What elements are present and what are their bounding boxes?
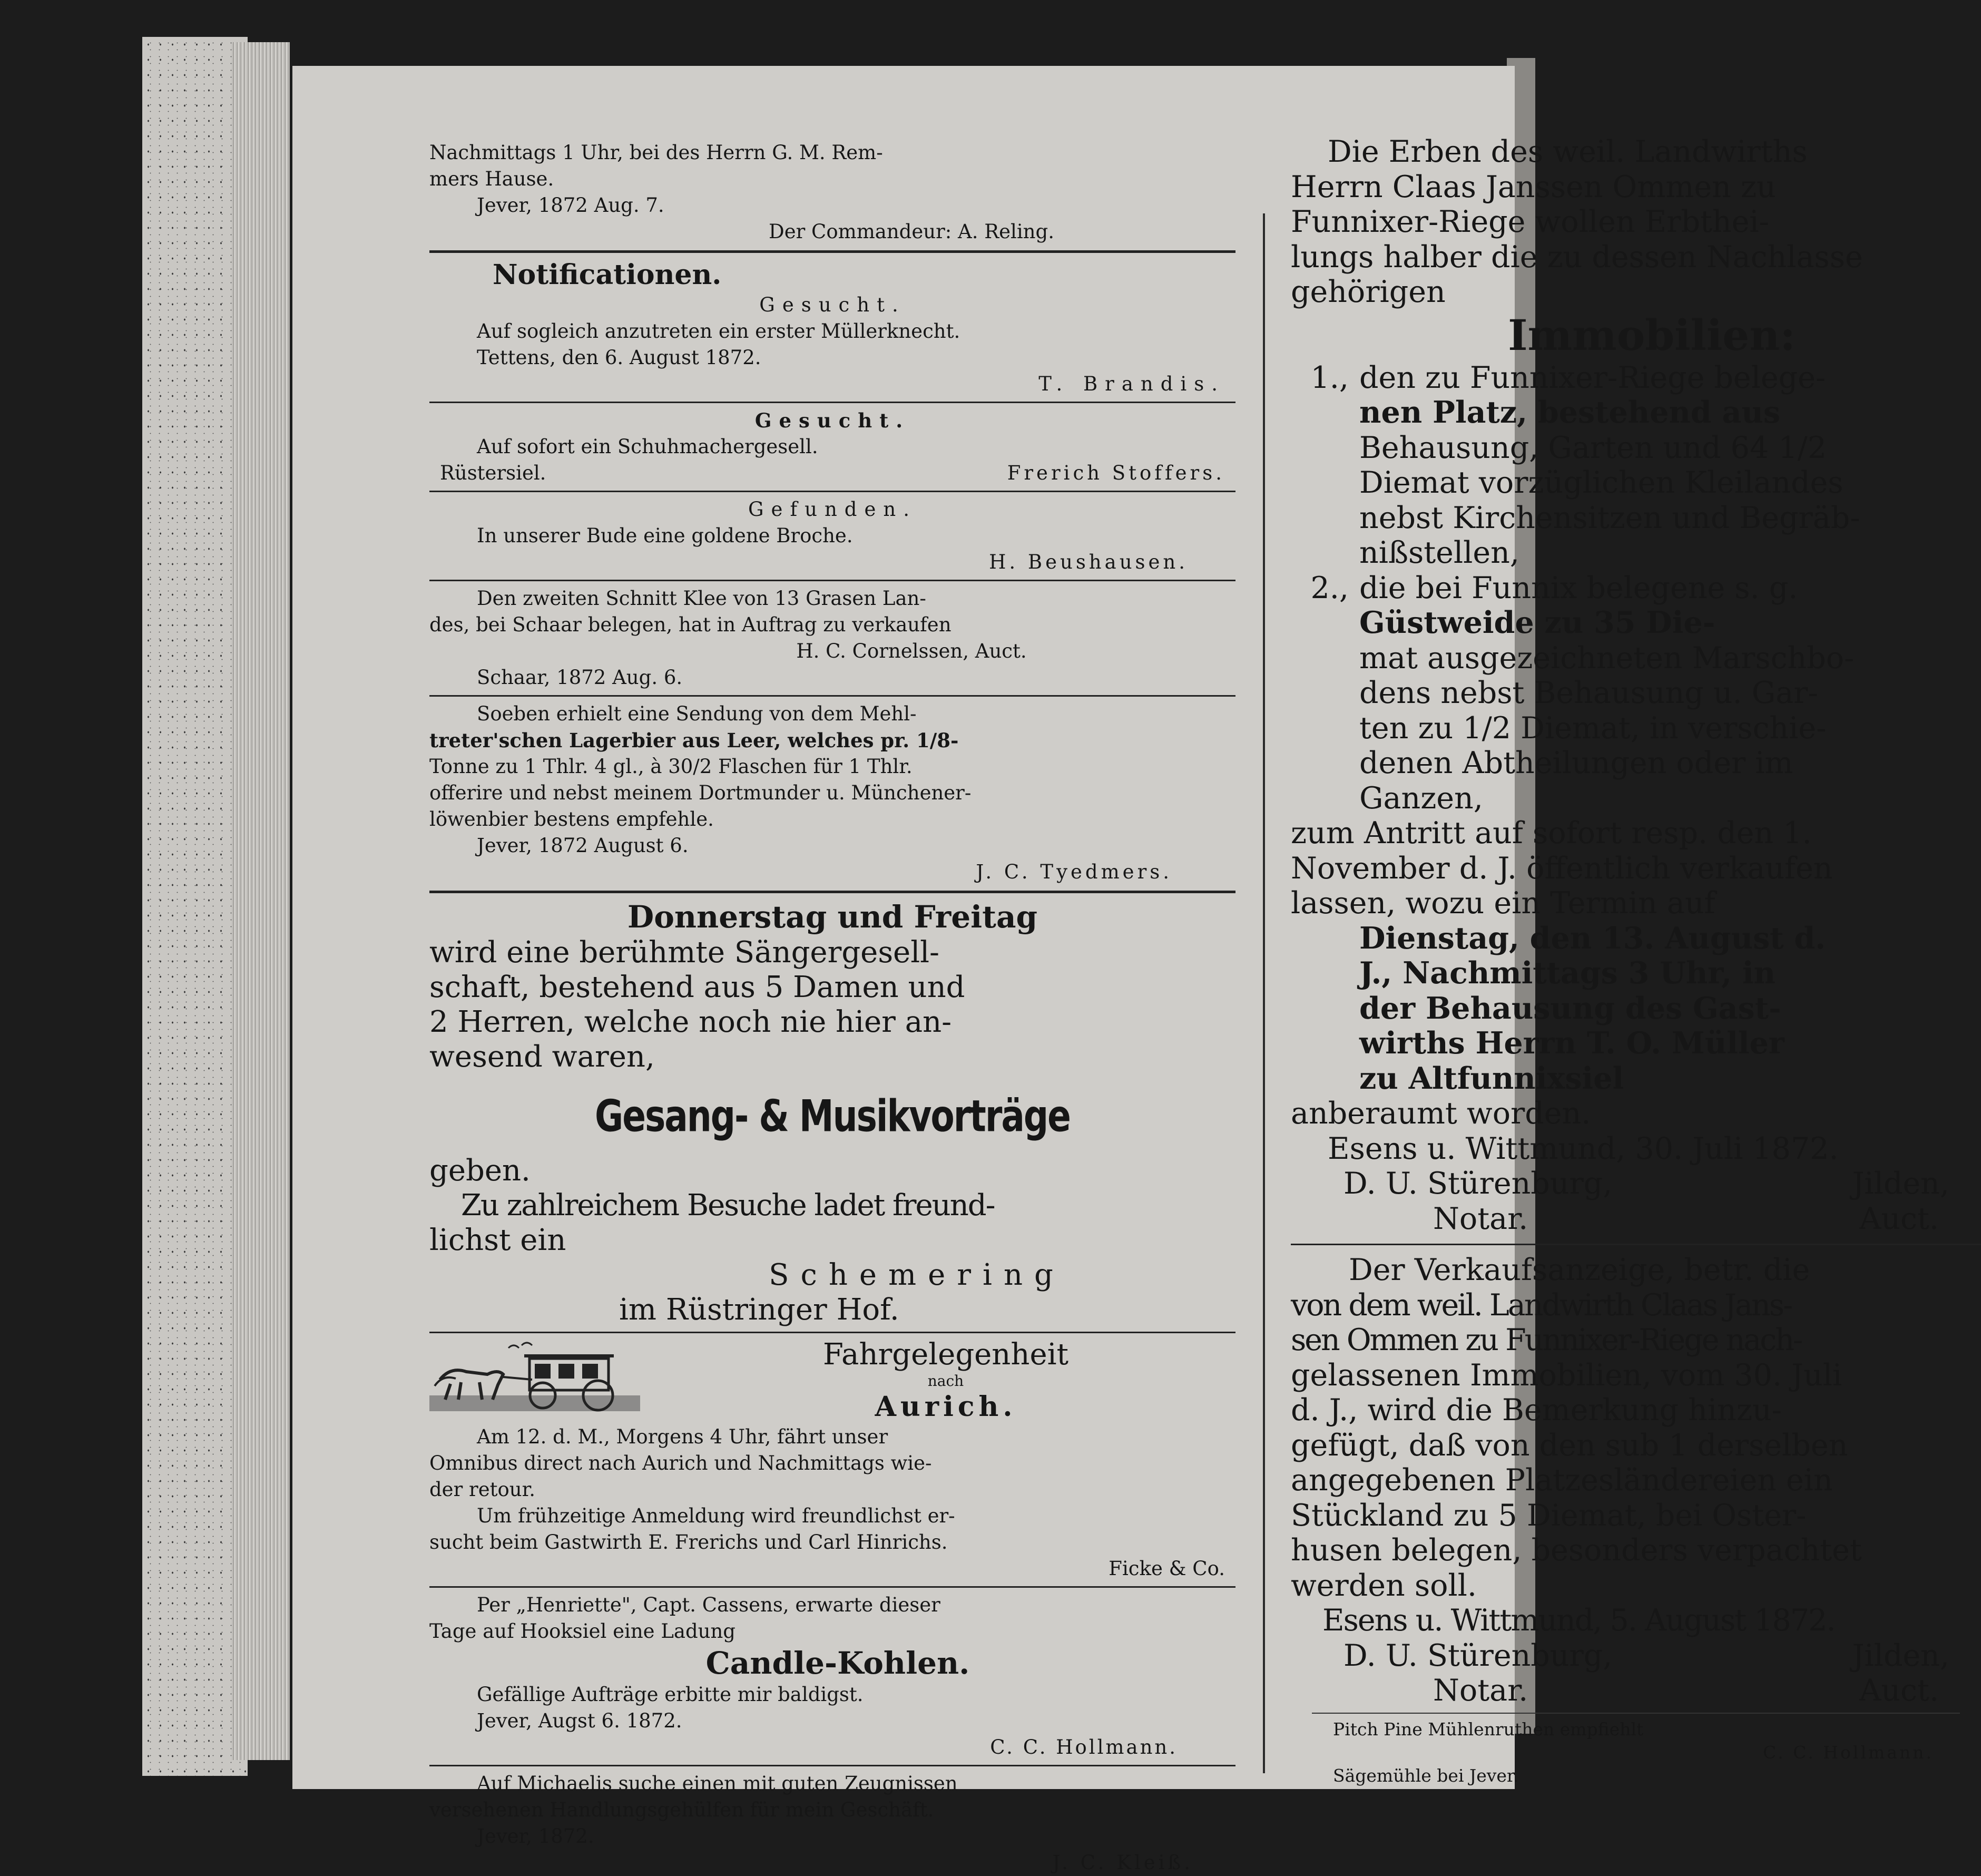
left-column	[429, 140, 1235, 1876]
ad-muellerknecht	[429, 292, 1235, 397]
text-line: Auf sofort ein Schuhmachergesell.	[477, 435, 818, 458]
text-line: schaft, bestehend aus 5 Damen und	[429, 970, 965, 1004]
text-line: wird eine berühmte Sängergesell-	[429, 935, 939, 970]
text-line: Der Verkaufsanzeige, betr. die	[1349, 1253, 1810, 1287]
text-line: ten zu 1/2 Diemat, in verschie-	[1359, 710, 1827, 746]
text-line: sen Ommen zu Funnixer-Riege nach-	[1291, 1323, 1802, 1357]
text-line: geben.	[429, 1154, 531, 1188]
text-line: zum Antritt auf sofort resp. den 1.	[1291, 816, 1812, 851]
ad-headline: Immobilien:	[1508, 310, 1796, 360]
signature: Der Commandeur: A. Reling.	[769, 220, 1054, 243]
text-line: Ganzen,	[1359, 780, 1483, 816]
divider	[1312, 1713, 1960, 1714]
text-line: Güstweide zu 35 Die-	[1359, 605, 1715, 640]
text-line: Tage auf Hooksiel eine Ladung	[429, 1620, 735, 1643]
text-line: husen belegen, besonders verpachtet	[1291, 1533, 1862, 1568]
text-line: Gefällige Aufträge erbitte mir baldigst.	[477, 1683, 864, 1706]
ad-heading: Gefunden.	[748, 498, 917, 521]
signature: D. U. Stürenburg,	[1343, 1638, 1613, 1673]
text-line: mers Hause.	[429, 168, 554, 190]
text-line: Behausung, Garten und 64 1/2	[1359, 430, 1827, 465]
ad-klee	[429, 585, 1235, 691]
stagecoach-illustration	[429, 1337, 640, 1416]
ad-candle-kohlen	[429, 1592, 1235, 1761]
signature: Schemering	[769, 1258, 1065, 1292]
text-line: Jever, 1872 August 6.	[477, 834, 689, 857]
text-line: Tettens, den 6. August 1872.	[477, 346, 761, 369]
text-line: In unserer Bude eine goldene Broche.	[477, 524, 853, 547]
ad-schuhmacher	[429, 407, 1235, 486]
text-line: mat ausgezeichneten Marschbo-	[1359, 640, 1855, 676]
text-line: Esens u. Wittmund, 5. August 1872.	[1322, 1603, 1835, 1638]
text-line: gelassenen Immobilien, vom 30. Juli	[1291, 1357, 1842, 1393]
text-line: J., Nachmittags 3 Uhr, in	[1359, 955, 1776, 991]
text-line: Omnibus direct nach Aurich und Nachmittags wie-	[429, 1452, 932, 1474]
text-line: wirths Herrn T. O. Müller	[1359, 1025, 1784, 1061]
ad-handlungsgehuelfe	[429, 1771, 1235, 1876]
signature: H. Beushausen.	[989, 551, 1188, 573]
text-line: angegebenen Platzesländereien ein	[1291, 1463, 1833, 1498]
text-line: Jever, 1872.	[477, 1825, 594, 1848]
ad-saengergesellschaft	[429, 898, 1235, 1327]
text-line: Stückland zu 5 Diemat, bei Oster-	[1291, 1498, 1807, 1533]
text-line: Zu zahlreichem Besuche ladet freund-	[461, 1188, 995, 1223]
text-line: Schaar, 1872 Aug. 6.	[477, 666, 683, 689]
signature-title: Auct.	[1859, 1673, 1939, 1708]
signature: Frerich Stoffers.	[1007, 462, 1225, 484]
text-line: löwenbier bestens empfehle.	[429, 808, 714, 830]
text-line: Funnixer-Riege wollen Erbthei-	[1291, 204, 1769, 239]
divider	[429, 580, 1235, 581]
text-line: wesend waren,	[429, 1040, 655, 1074]
signature: C. C. Hollmann.	[990, 1736, 1178, 1758]
ad-headline: Candle-Kohlen.	[705, 1645, 970, 1681]
text-line: den zu Funnixer-Riege belege-	[1359, 360, 1826, 395]
text-line: Dienstag, den 13. August d.	[1359, 920, 1826, 956]
signature: Jilden,	[1852, 1638, 1949, 1673]
text-line: die bei Funnix belegene s. g.	[1359, 570, 1798, 605]
text-line: Nachmittags 1 Uhr, bei des Herrn G. M. Rem-	[429, 141, 883, 164]
text-line: lassen, wozu ein Termin auf	[1291, 886, 1715, 921]
text-line: d. J., wird die Bemerkung hinzu-	[1291, 1393, 1782, 1428]
text-line: lungs halber die zu dessen Nachlasse	[1291, 239, 1863, 275]
text-line: 2 Herren, welche noch nie hier an-	[429, 1005, 952, 1039]
ad-gefunden	[429, 496, 1235, 575]
signature: im Rüstringer Hof.	[619, 1293, 899, 1327]
text-line: November d. J. öffentlich verkaufen	[1291, 851, 1833, 886]
text-line: von dem weil. Landwirth Claas Jans-	[1291, 1287, 1792, 1323]
text-line: Den zweiten Schnitt Klee von 13 Grasen Lan-	[477, 587, 926, 610]
column-divider	[1263, 213, 1265, 1773]
right-column	[1291, 134, 1981, 1787]
text-line: zu Altfunnixsiel	[1359, 1060, 1624, 1096]
text-line: Soeben erhielt eine Sendung von dem Mehl-	[477, 702, 917, 725]
text-line: Tonne zu 1 Thlr. 4 gl., à 30/2 Flaschen für 1 Thlr.	[429, 755, 913, 778]
text-line: nen Platz, bestehend aus	[1359, 395, 1780, 430]
text-line: der Behausung des Gast-	[1359, 990, 1781, 1026]
item-number: 1.,	[1310, 360, 1349, 395]
ad-heading: Gesucht.	[759, 294, 906, 316]
text-line: Jever, 1872 Aug. 7.	[477, 194, 664, 217]
text-line: Herrn Claas Janssen Ommen zu	[1291, 169, 1776, 204]
text-line: nach	[927, 1372, 964, 1390]
text-line: Am 12. d. M., Morgens 4 Uhr, fährt unser	[477, 1425, 888, 1448]
signature-title: Auct.	[1859, 1201, 1939, 1236]
page-stack-edge	[232, 42, 290, 1760]
text-line: Auf sogleich anzutreten ein erster Müllerknecht.	[477, 320, 960, 343]
text-line: gefügt, daß von den sub 1 derselben	[1291, 1428, 1848, 1463]
text-line: treter'schen Lagerbier aus Leer, welches pr. 1/8-	[429, 729, 959, 752]
text-line: versehenen Handlungsgehülfen für mein Geschäft.	[429, 1799, 934, 1821]
divider	[429, 402, 1235, 403]
divider	[1291, 1244, 1981, 1245]
signature: H. C. Cornelssen, Auct.	[796, 640, 1027, 662]
ad-verkaufsanzeige-nachtrag	[1291, 1253, 1981, 1708]
text-line: des, bei Schaar belegen, hat in Auftrag zu verkaufen	[429, 613, 952, 636]
newspaper-page	[292, 66, 1949, 1874]
ad-commandeur	[429, 140, 1235, 245]
ad-fahrgelegenheit	[429, 1337, 1235, 1582]
signature: J. C. Tyedmers.	[976, 861, 1172, 883]
signature: Ficke & Co.	[1109, 1557, 1225, 1580]
text-line: denen Abtheilungen oder im	[1359, 746, 1793, 780]
divider	[429, 1765, 1235, 1766]
ad-pitch-pine	[1291, 1718, 1981, 1787]
text-line: Um frühzeitige Anmeldung wird freundlichst er-	[477, 1504, 955, 1527]
text-line: sucht beim Gastwirth E. Frerichs und Carl Hinrichs.	[429, 1531, 948, 1553]
ad-lagerbier	[429, 701, 1235, 885]
signature: J. C. Kleiß.	[1052, 1851, 1193, 1874]
text-line: Die Erben des weil. Landwirths	[1328, 134, 1808, 169]
divider	[429, 891, 1235, 893]
ad-display-title: Gesang- & Musikvorträge	[595, 1091, 1070, 1142]
divider	[429, 491, 1235, 492]
divider	[429, 1332, 1235, 1333]
text-line: werden soll.	[1291, 1568, 1477, 1603]
signature: D. U. Stürenburg,	[1343, 1166, 1613, 1201]
ad-immobilien	[1291, 134, 1981, 1236]
signature: T. Brandis.	[1038, 373, 1225, 395]
text-line: anberaumt worden.	[1291, 1096, 1591, 1131]
ad-heading: Fahrgelegenheit	[823, 1337, 1068, 1372]
text-line: Sägemühle bei Jever.	[1333, 1765, 1519, 1786]
ad-heading: Aurich.	[875, 1391, 1017, 1423]
signature: C. C. Hollmann.	[1763, 1742, 1934, 1763]
signature-title: Notar.	[1433, 1673, 1528, 1708]
divider	[429, 695, 1235, 697]
divider	[429, 1586, 1235, 1588]
text-line: nißstellen,	[1359, 535, 1519, 570]
text-line: Esens u. Wittmund, 30. Juli 1872.	[1328, 1131, 1839, 1166]
divider	[429, 250, 1235, 253]
ad-heading: Gesucht.	[754, 409, 910, 432]
ad-headline: Donnerstag und Freitag	[627, 899, 1038, 935]
signature: Jilden,	[1852, 1166, 1949, 1201]
text-line: dens nebst Behausung u. Gar-	[1359, 676, 1818, 710]
text-line: gehörigen	[1291, 275, 1446, 309]
place: Rüstersiel.	[440, 462, 546, 484]
text-line: Pitch Pine Mühlenruthen empfiehlt	[1333, 1718, 1644, 1740]
item-number: 2.,	[1310, 570, 1349, 605]
text-line: Diemat vorzüglichen Kleilandes	[1359, 465, 1843, 500]
text-line: der retour.	[429, 1478, 535, 1501]
text-line: Auf Michaelis suche einen mit guten Zeugnissen	[477, 1772, 958, 1795]
text-line: Per „Henriette", Capt. Cassens, erwarte dieser	[477, 1594, 940, 1616]
text-line: nebst Kirchensitzen und Begräb-	[1359, 500, 1860, 535]
text-line: lichst ein	[429, 1223, 566, 1257]
signature-title: Notar.	[1433, 1201, 1528, 1236]
text-line: offerire und nebst meinem Dortmunder u. Münchener-	[429, 781, 972, 804]
section-title: Notificationen.	[493, 259, 722, 291]
text-line: Jever, Augst 6. 1872.	[477, 1709, 682, 1732]
